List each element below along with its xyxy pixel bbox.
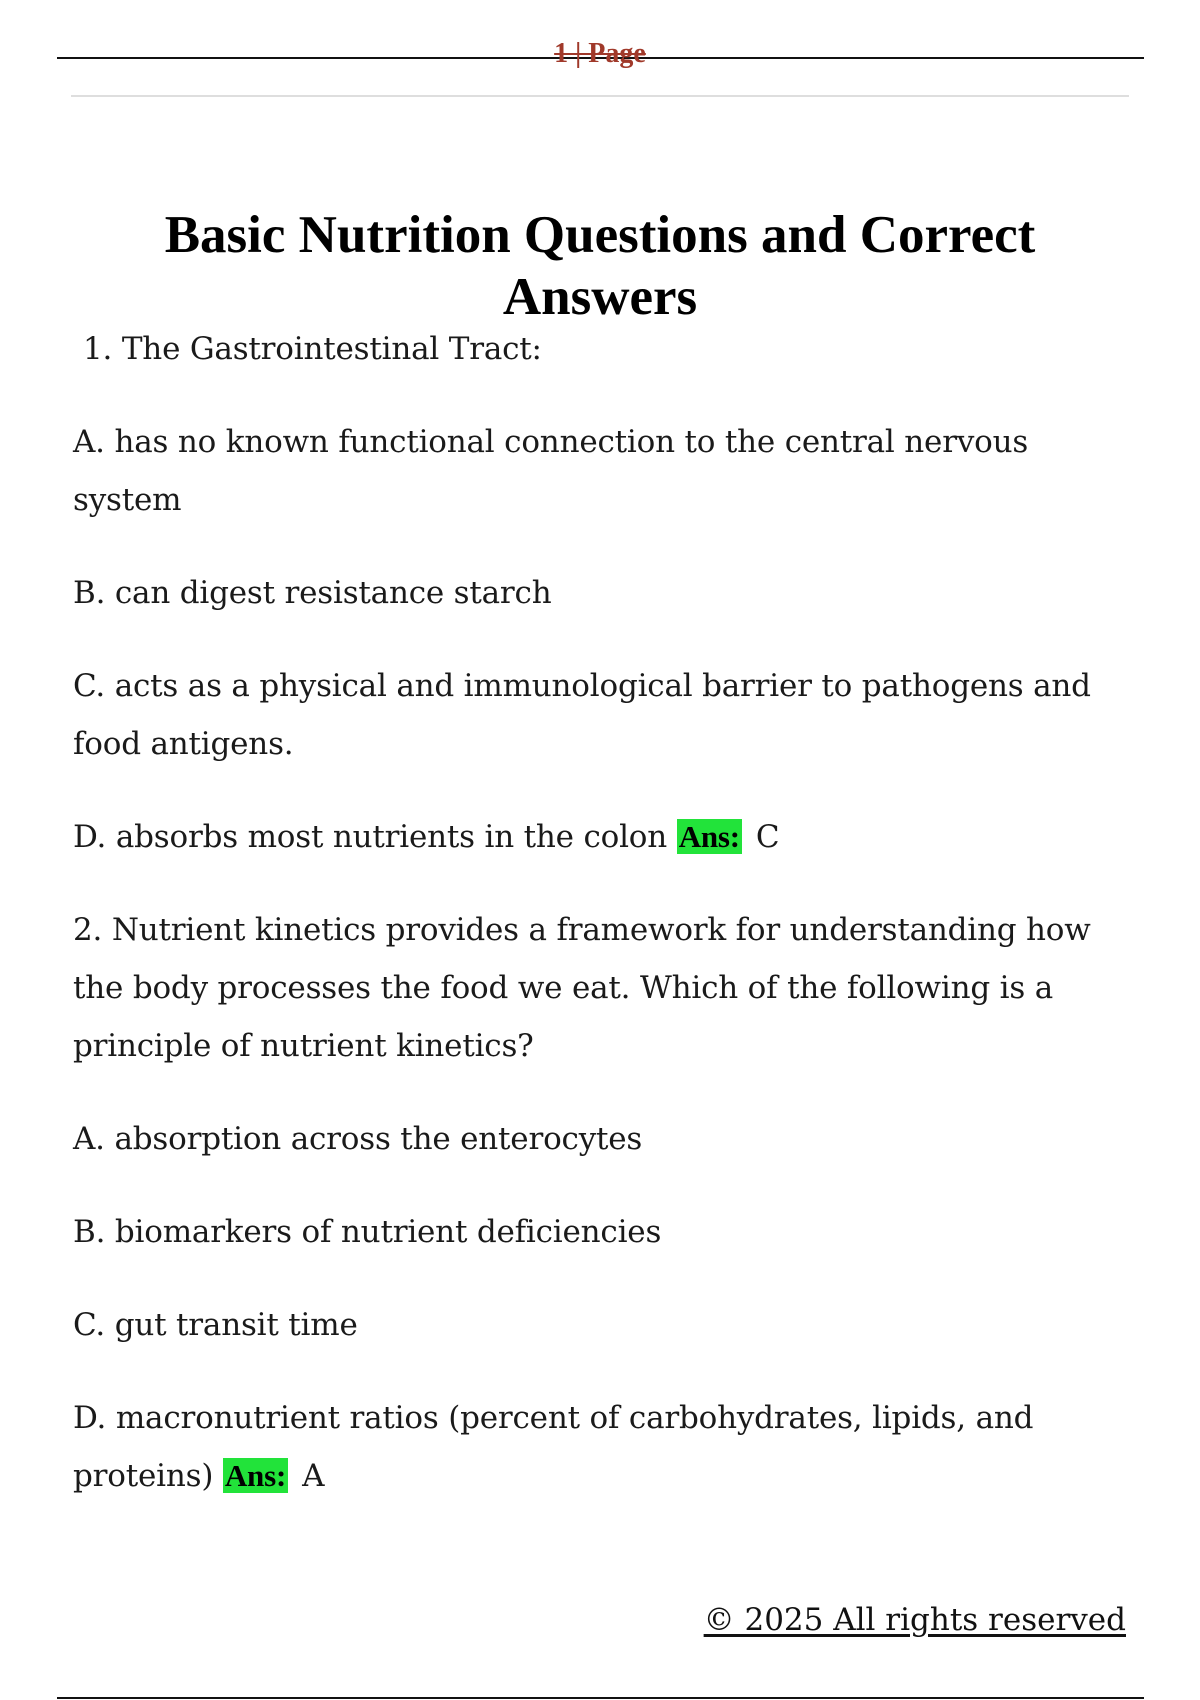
document-title: Basic Nutrition Questions and Correct Answers xyxy=(164,205,1036,326)
answer-option: A. has no known functional connection to the central nervous system xyxy=(73,424,1029,518)
correct-answer: A xyxy=(302,1458,325,1494)
answer-option-with-key xyxy=(73,808,1133,866)
answer-option-with-key xyxy=(73,1389,1133,1505)
answer-option: B. can digest resistance starch xyxy=(73,575,552,611)
answer-label-highlight: Ans: xyxy=(678,819,740,854)
question-stem: 2. Nutrient kinetics provides a framework for understanding how the body processes the food we eat. Which of the following is a principle of nutrient kinetics? xyxy=(73,912,1091,1064)
answer-option: B. biomarkers of nutrient deficiencies xyxy=(73,1214,662,1250)
question-stem: 1. The Gastrointestinal Tract: xyxy=(83,331,542,367)
correct-answer: C xyxy=(755,819,780,855)
page-number-label: 1 | Page xyxy=(554,38,646,69)
answer-option: C. gut transit time xyxy=(73,1307,358,1343)
answer-label-highlight: Ans: xyxy=(224,1458,287,1493)
copyright-notice: © 2025 All rights reserved xyxy=(703,1602,1126,1638)
answer-option: D. macronutrient ratios (percent of carbohydrates, lipids, and proteins) xyxy=(73,1400,1034,1494)
answer-option: A. absorption across the enterocytes xyxy=(73,1121,643,1157)
header-divider xyxy=(71,95,1129,97)
questions-body xyxy=(73,320,1133,1540)
footer-rule xyxy=(57,1697,1144,1699)
answer-option: D. absorbs most nutrients in the colon xyxy=(73,819,668,855)
answer-option: C. acts as a physical and immunological barrier to pathogens and food antigens. xyxy=(73,668,1091,762)
